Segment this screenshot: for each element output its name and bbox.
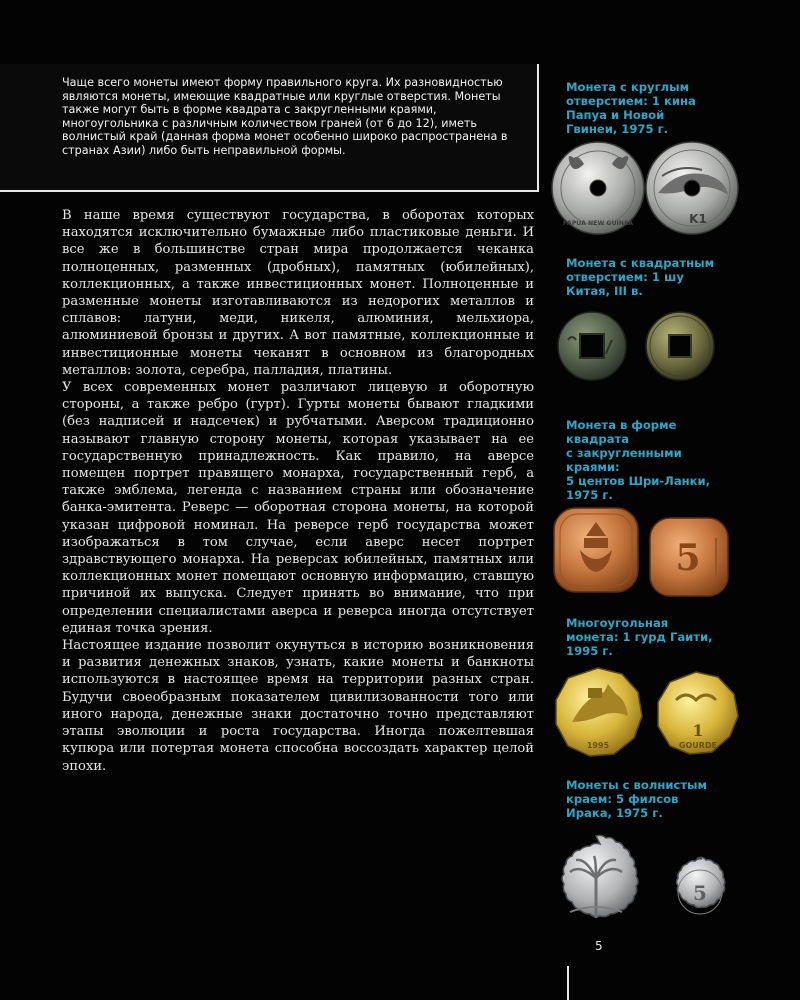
coin-haiti-gourde-image <box>550 664 750 760</box>
caption-china-shu: Монета с квадратным отверстием: 1 шу Китая, III в. <box>566 256 715 298</box>
paragraph-modern-coins: В наше время существуют государства, в оборотах которых находятся исключительно бумажные либо пластиковые деньги. И все же в большинстве стран мира продолжается чеканка полноценных, разменных (дробных), памятных (юбилейных), коллекционных, а также инвестиционных монет. Полноценные и разменные монеты изготавливаются из недорогих металлов и сплавов: латуни, меди, никеля, алюминия, мельхиора, алюминиевой бронзы и других. А вот памятные, коллекционные и инвестиционные монеты чеканят в основном из благородных металлов: золота, серебра, палладия, платины. <box>62 208 534 378</box>
coin-china-shu-image <box>550 310 750 382</box>
coin-unit-text: GOURDE <box>678 741 718 750</box>
bottom-rule <box>567 966 569 1000</box>
coin-srilanka-cents-image <box>550 504 750 600</box>
coin-denomination-text: K1 <box>689 212 707 226</box>
coin-png-kina-image <box>550 138 750 238</box>
paragraph-edition: Настоящее издание позволит окунуться в историю возникновения и развития денежных знаков, узнать, какие монеты и банкноты используются в настоящее время на территории разных стран. Будучи своеобразным показателем цивилизованности того или иного народа, денежные знаки достаточно точно представляют этапы эволюции и роста государства. Иногда пожелтевшая купюра или потертая монета способна воссоздать характер целой эпохи. <box>62 638 534 774</box>
intro-box <box>0 64 539 192</box>
coin-value-text: 1 <box>692 721 704 740</box>
caption-haiti-gourde: Многоугольная монета: 1 гурд Гаити, 1995 г. <box>566 616 713 658</box>
main-text <box>62 207 534 775</box>
intro-text: Чаще всего монеты имеют форму правильного круга. Их разновидностью являются монеты, имеющие квадратные или круглые отверстия. Монеты также могут быть в форме квадрата с закругленными краями, многоугольника с различным количеством граней (от 6 до 12), иметь волнистый край (данная форма монет особенно широко распространена в странах Азии) либо быть неправильной формы. <box>62 76 508 157</box>
caption-srilanka-cents: Монета в форме квадрата с закругленными краями: 5 центов Шри-Ланки, 1975 г. <box>566 418 711 502</box>
coin-iraq-fils-image <box>550 832 750 932</box>
illustration-column <box>550 0 800 1000</box>
coin-value-text: 5 <box>693 881 707 905</box>
caption-png-kina: Монета с круглым отверстием: 1 кина Папуа и Новой Гвинеи, 1975 г. <box>566 80 696 136</box>
coin-value-text: 5 <box>675 537 701 579</box>
coin-year-text: 1995 <box>586 741 610 750</box>
coin-legend-text: PAPUA NEW GUINEA <box>562 220 634 227</box>
paragraph-coin-sides: У всех современных монет различают лицевую и оборотную стороны, а также ребро (гурт). Гурты монеты бывают гладкими (без надписей и надсечек) и рубчатыми. Аверсом традиционно называют главную сторону монеты, которая указывает на ее государственную принадлежность. Как правило, на аверсе помещен портрет правящего монарха, государственный герб, а также эмблема, легенда с названием страны или обозначение банка-эмитента. Реверс — оборотная сторона монеты, на которой указан цифровой номинал. На реверсе герб государства может изображаться в том случае, если аверс несет портрет здравствующего монарха. На реверсах юбилейных, памятных или коллекционных монет помещают основную информацию, ставшую причиной их выпуска. Следует принять во внимание, что при определении специалистами аверса и реверса иногда отсутствует единая точка зрения. <box>62 380 534 636</box>
caption-iraq-fils: Монеты с волнистым краем: 5 филсов Ирака, 1975 г. <box>566 778 708 820</box>
page-number: 5 <box>595 939 603 953</box>
